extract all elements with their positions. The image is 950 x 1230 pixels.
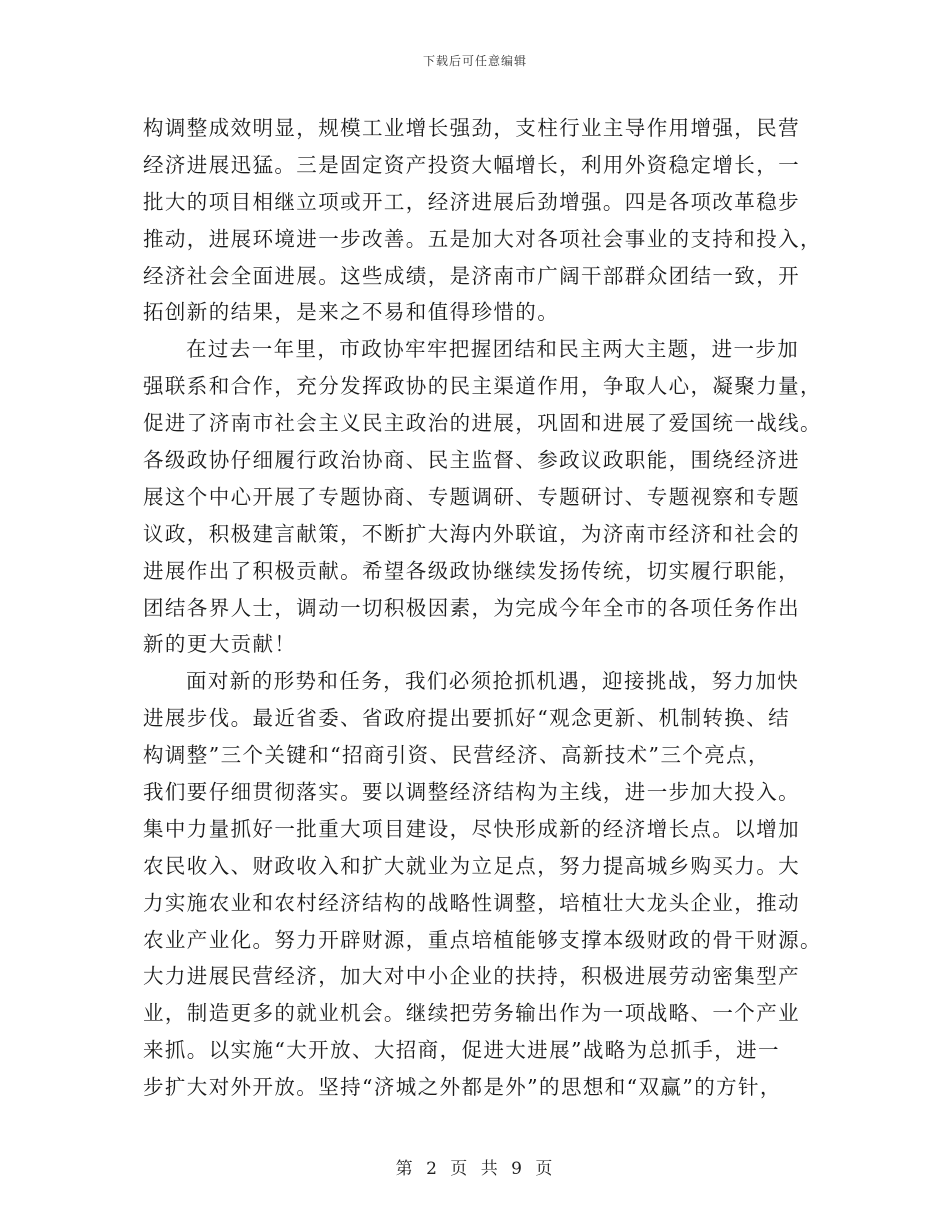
text-line: 大力进展民营经济，加大对中小企业的扶持，积极进展劳动密集型产 — [143, 964, 800, 989]
text-line: 力实施农业和农村经济结构的战略性调整，培植壮大龙头企业，推动 — [143, 890, 800, 915]
text-line: 促进了济南市社会主义民主政治的进展，巩固和进展了爱国统一战线。 — [143, 411, 822, 436]
text-line: 农业产业化。努力开辟财源，重点培植能够支撑本级财政的骨干财源。 — [143, 927, 822, 952]
text-line: 新的更大贡献！ — [143, 632, 297, 657]
text-line: 进展作出了积极贡献。希望各级政协继续发扬传统，切实履行职能， — [143, 558, 800, 583]
text-line: 构调整”三个关键和“招商引资、民营经济、高新技术”三个亮点， — [143, 743, 770, 768]
text-line: 强联系和合作，充分发挥政协的民主渠道作用，争取人心，凝聚力量， — [143, 374, 822, 399]
text-line: 集中力量抓好一批重大项目建设，尽快形成新的经济增长点。以增加 — [143, 816, 800, 841]
text-line: 农民收入、财政收入和扩大就业为立足点，努力提高城乡购买力。大 — [143, 853, 800, 878]
body-text — [143, 110, 822, 1106]
page-number-footer: 第 2 页 共 9 页 — [395, 1159, 555, 1179]
text-line: 推动，进展环境进一步改善。五是加大对各项社会事业的支持和投入， — [143, 226, 822, 251]
text-line: 来抓。以实施“大开放、大招商，促进大进展”战略为总抓手，进一 — [143, 1038, 780, 1063]
text-line: 面对新的形势和任务，我们必须抢抓机遇，迎接挑战，努力加快 — [186, 669, 800, 694]
page-header-note: 下载后可任意编辑 — [422, 54, 527, 68]
text-line: 构调整成效明显，规模工业增长强劲，支柱行业主导作用增强，民营 — [143, 116, 800, 140]
text-line: 经济社会全面进展。这些成绩，是济南市广阔干部群众团结一致，开 — [143, 263, 800, 288]
text-line: 进展步伐。最近省委、省政府提出要抓好“观念更新、机制转换、结 — [143, 706, 790, 731]
text-line: 团结各界人士，调动一切积极因素，为完成今年全市的各项任务作出 — [143, 595, 800, 620]
text-line: 经济进展迅猛。三是固定资产投资大幅增长，利用外资稳定增长，一 — [143, 152, 800, 177]
text-line: 各级政协仔细履行政治协商、民主监督、参政议政职能，围绕经济进 — [143, 448, 800, 473]
text-line: 业，制造更多的就业机会。继续把劳务输出作为一项战略、一个产业 — [143, 1001, 800, 1026]
text-line: 拓创新的结果，是来之不易和值得珍惜的。 — [143, 300, 560, 325]
text-line: 批大的项目相继立项或开工，经济进展后劲增强。四是各项改革稳步 — [143, 189, 800, 214]
text-line: 我们要仔细贯彻落实。要以调整经济结构为主线，进一步加大投入。 — [143, 780, 800, 805]
text-line: 步扩大对外开放。坚持“济城之外都是外”的思想和“双赢”的方针， — [143, 1075, 782, 1100]
text-line: 展这个中心开展了专题协商、专题调研、专题研讨、专题视察和专题 — [143, 484, 800, 509]
text-line: 议政，积极建言献策，不断扩大海内外联谊，为济南市经济和社会的 — [143, 521, 800, 546]
text-line: 在过去一年里，市政协牢牢把握团结和民主两大主题，进一步加 — [186, 337, 800, 362]
